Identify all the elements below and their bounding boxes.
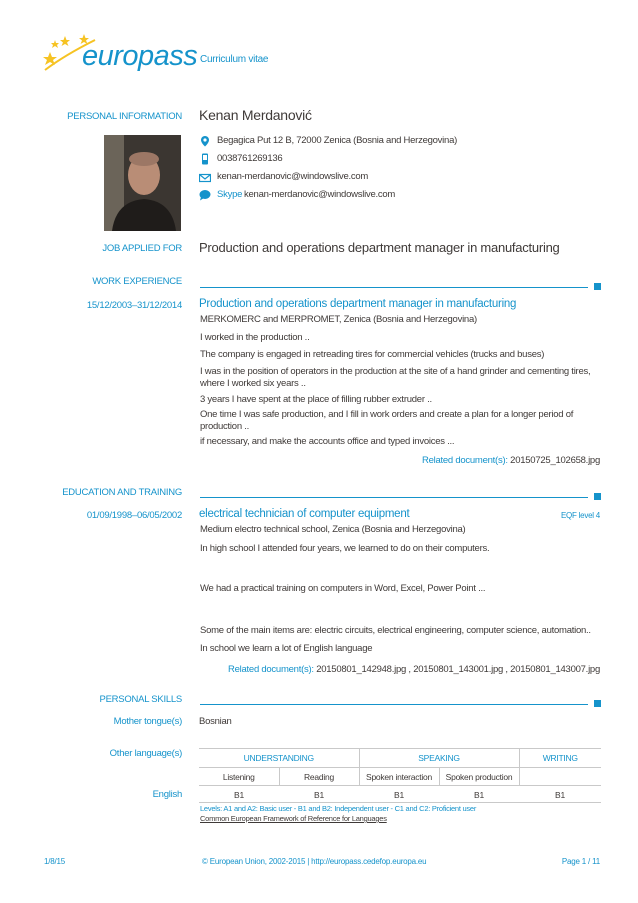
work-date: 15/12/2003–31/12/2014 [86,300,182,311]
person-name: Kenan Merdanović [199,107,312,123]
reading-level: B1 [314,789,324,800]
skills-divider-square [594,700,601,707]
education-related-files[interactable]: 20150801_142948.jpg , 20150801_143001.jpg , 20150801_143007.jpg [316,664,600,675]
work-divider [200,287,588,288]
mother-tongue-label: Mother tongue(s) [113,716,182,727]
address: Begagica Put 12 B, 72000 Zenica (Bosnia and Herzegovina) [217,135,458,146]
language-row-rule [199,802,601,803]
footer-page: Page 1 / 11 [561,857,600,866]
listening-header: Listening [199,768,279,786]
writing-level: B1 [555,789,565,800]
chat-icon [199,189,211,201]
language-table [199,748,601,803]
work-experience-label: WORK EXPERIENCE [92,276,182,287]
job-applied-label: JOB APPLIED FOR [102,243,182,254]
spoken-production-header: Spoken production [439,768,519,786]
education-divider [200,497,588,498]
work-line-5: One time I was safe production, and I fill in work orders and create a plan for a longer period of production .. [200,409,574,432]
levels-legend: Levels: A1 and A2: Basic user - B1 and B2: Independent user - C1 and C2: Proficient user [200,804,477,813]
language-row-english [199,786,601,804]
other-languages-label: Other language(s) [109,748,182,759]
footer-date: 1/8/15 [44,857,66,866]
europass-logo [40,30,198,80]
work-related-label: Related document(s): [421,455,508,466]
phone: 0038761269136 [217,153,283,164]
reading-header: Reading [279,768,359,786]
writing-subheader [519,768,601,786]
listening-level: B1 [234,789,244,800]
writing-header: WRITING [519,749,601,768]
education-line-4: In school we learn a lot of English language [200,643,373,654]
education-related-docs [228,664,600,675]
understanding-header: UNDERSTANDING [199,749,359,768]
cefr-link[interactable]: Common European Framework of Reference for Languages [200,814,387,823]
mother-tongue-value: Bosnian [199,716,232,727]
footer-copyright[interactable]: © European Union, 2002-2015 | http://europass.cedefop.europa.eu [202,857,427,866]
work-line-3: I was in the position of operators in the production at the site of a hand grinder and cementing tires, where I worked six years .. [200,366,591,389]
job-applied-title: Production and operations department manager in manufacturing [199,240,560,255]
education-label: EDUCATION AND TRAINING [62,487,182,498]
education-line-2: We had a practical training on computers in Word, Excel, Power Point ... [200,583,486,594]
work-line-1: I worked in the production .. [200,332,310,343]
doc-type: Curriculum vitae [200,54,269,65]
education-line-3: Some of the main items are: electric circuits, electrical engineering, computer science, automation.. [200,625,591,636]
location-icon [199,135,211,147]
education-date: 01/09/1998–06/05/2002 [86,510,182,521]
logo-text: europass [82,40,198,72]
work-employer: MERKOMERC and MERPROMET, Zenica (Bosnia and Herzegovina) [200,314,477,325]
speaking-header: SPEAKING [359,749,519,768]
language-table-header [199,749,601,768]
skype-handle: kenan-merdanovic@windowslive.com [244,189,396,200]
phone-icon [199,153,211,165]
education-related-label: Related document(s): [227,664,314,675]
work-related-files[interactable]: 20150725_102658.jpg [510,455,600,466]
work-line-6: if necessary, and make the accounts office and typed invoices ... [200,436,455,447]
language-table-subheader [199,768,601,786]
skype-label: Skype [217,189,243,200]
eqf-level: EQF level 4 [560,511,600,520]
personal-info-label: PERSONAL INFORMATION [67,111,182,122]
production-level: B1 [474,789,484,800]
work-related-docs [422,455,600,466]
work-line-2: The company is engaged in retreading tires for commercial vehicles (trucks and buses) [200,349,545,360]
language-name: English [152,789,182,800]
education-divider-square [594,493,601,500]
interaction-level: B1 [394,789,404,800]
work-line-4: 3 years I have spent at the place of filling rubber extruder .. [200,394,432,405]
education-line-1: In high school I attended four years, we learned to do on their computers. [200,543,490,554]
email[interactable]: kenan-merdanovic@windowslive.com [217,171,369,182]
profile-photo [104,135,181,231]
work-title: Production and operations department manager in manufacturing [199,298,517,310]
work-divider-square [594,283,601,290]
email-icon [199,172,211,184]
skills-divider [200,704,588,705]
education-title: electrical technician of computer equipment [199,508,410,520]
personal-skills-label: PERSONAL SKILLS [99,694,182,705]
education-school: Medium electro technical school, Zenica (Bosnia and Herzegovina) [200,524,466,535]
spoken-interaction-header: Spoken interaction [359,768,439,786]
